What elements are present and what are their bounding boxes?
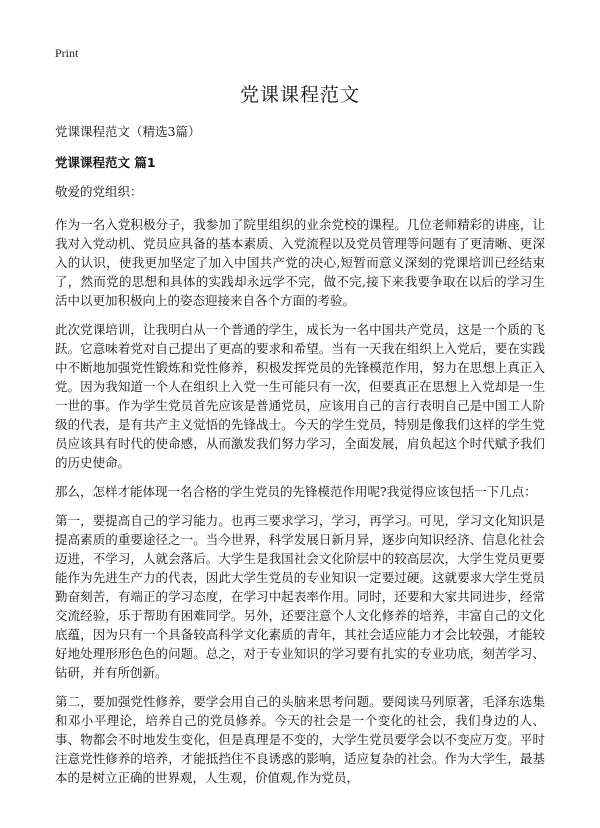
body-paragraph: 那么，怎样才能体现一名合格的学生党员的先锋模范作用呢?我觉得应该包括一下几点：	[55, 484, 537, 499]
body-paragraph: 第二，要加强党性修养，要学会用自己的头脑来思考问题。要阅读马列原著，毛泽东选集和邓小平理论，培养自己的党员修养。今天的社会是一个变化的社会，我们身边的人、事、物都会不时地发生变化，但是真理是不变的，大学生党员要学会以不变应万变。平时注意党性修养的培养，才能抵挡住不良诱惑的影响，适应复杂的社会。作为大学生，最基本的是树立正确的世界观，人生观，价值观,作为党员，	[55, 694, 545, 785]
document-body	[55, 122, 545, 797]
body-paragraph: 此次党课培训，让我明白从一个普通的学生，成长为一名中国共产党员，这是一个质的飞跃。它意味着党对自己提出了更高的要求和希望。当有一天我在组织上入党后，要在实践中不断地加强党性锻炼和党性修养，积极发挥党员的先锋模范作用，努力在思想上真正入党。因为我知道一个人在组织上入党一生可能只有一次，但要真正在思想上入党却是一生一世的事。作为学生党员首先应该是普通党员，应该用自己的言行表明自己是中国工人阶级的代表，是有共产主义觉悟的先锋战士。今天的学生党员，特别是像我们这样的学生党员应该具有时代的使命感，从而激发我们努力学习，全面发展，肩负起这个时代赋予我们的历史使命。	[55, 322, 545, 470]
body-paragraph: 第一，要提高自己的学习能力。也再三要求学习，学习，再学习。可见，学习文化知识是提高素质的重要途径之一。当今世界，科学发展日新月异，逐步向知识经济、信息化社会迈进，不学习，人就会落后。大学生是我国社会文化阶层中的较高层次，大学生党员更要能作为先进生产力的代表，因此大学生党员的专业知识一定要过硬。这就要求大学生党员勤奋刻苦，有端正的学习态度，在学习中起表率作用。同时，还要和大家共同进步，经常交流经验，乐于帮助有困难同学。另外，还要注意个人文化修养的培养，丰富自己的文化底蕴，因为只有一个具备较高科学文化素质的青年，其社会适应能力才会比较强，才能较好地处理形形色色的问题。总之，对于专业知识的学习要有扎实的专业功底，刻苦学习、钻研，并有所创新。	[55, 513, 545, 680]
salutation: 敬爱的党组织：	[55, 184, 143, 199]
section-heading: 党课课程范文 篇1	[55, 155, 156, 170]
body-paragraph: 作为一名入党积极分子，我参加了院里组织的业余党校的课程。几位老师精彩的讲座，让我对入党动机、党员应具备的基本素质、入党流程以及党员管理等问题有了更清晰、更深入的认识，使我更加坚定了加入中国共产党的决心,短暂而意义深刻的党课培训已经结束了，然而党的思想和具体的实践却永远学不完，做不完,接下来我要争取在以后的学习生活中以更加积极向上的姿态迎接来自各个方面的考验。	[55, 217, 545, 308]
print-label[interactable]: Print	[55, 46, 79, 60]
document-title: 党课课程范文	[239, 84, 360, 106]
document-subtitle: 党课课程范文（精选3篇）	[55, 124, 201, 139]
